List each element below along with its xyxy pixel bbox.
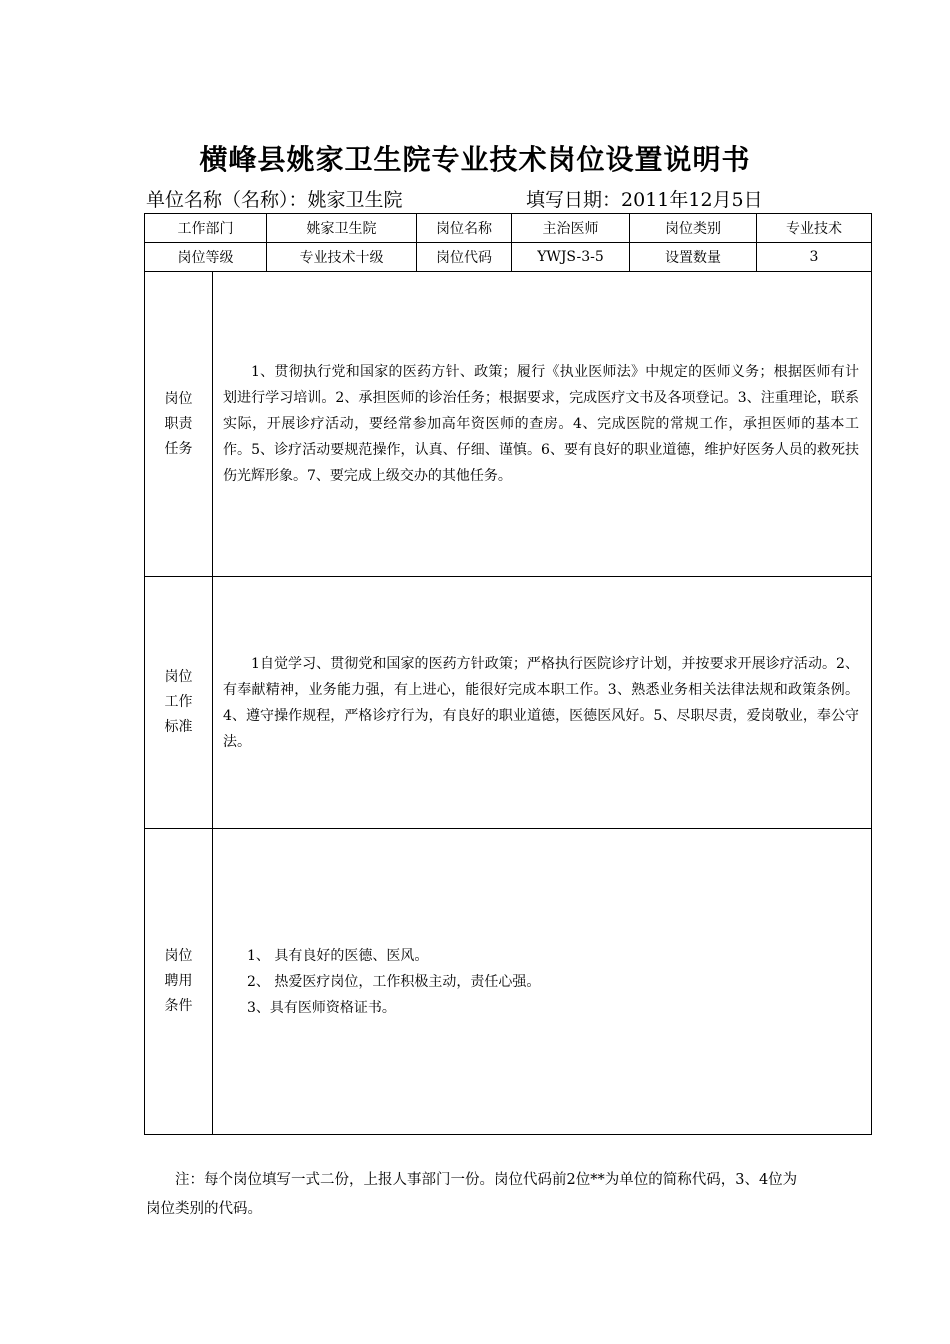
conditions-row bbox=[145, 829, 872, 1135]
conditions-label: 岗位 聘用 条件 bbox=[145, 829, 213, 1135]
footnote: 注：每个岗位填写一式二份，上报人事部门一份。岗位代码前2位**为单位的简称代码，3、4位为岗位类别的代码。 bbox=[146, 1172, 798, 1217]
standards-row bbox=[145, 577, 872, 829]
cell-position-name-label: 岗位名称 bbox=[417, 214, 512, 243]
duties-row bbox=[145, 272, 872, 577]
header-row-2 bbox=[145, 243, 872, 272]
conditions-list bbox=[213, 829, 872, 1135]
duties-label: 岗位 职责 任务 bbox=[145, 272, 213, 577]
fill-date bbox=[526, 186, 763, 214]
cell-grade-label: 岗位等级 bbox=[145, 243, 267, 272]
cell-quantity-value: 3 bbox=[757, 243, 872, 272]
duties-text: 1、贯彻执行党和国家的医药方针、政策；履行《执业医师法》中规定的医师义务；根据医师有计划进行学习培训。2、承担医师的诊治任务；根据要求，完成医疗文书及各项登记。3、注重理论，联系实际，开展诊疗活动，要经常参加高年资医师的查房。4、完成医院的常规工作，承担医师的基本工作。5、诊疗活动要规范操作，认真、仔细、谨慎。6、要有良好的职业道德，维护好医务人员的救死扶伤光辉形象。7、要完成上级交办的其他任务。 bbox=[213, 272, 872, 577]
header-row-1 bbox=[145, 214, 872, 243]
cell-dept-label: 工作部门 bbox=[145, 214, 267, 243]
cell-code-value: YWJS-3-5 bbox=[512, 243, 630, 272]
cell-code-label: 岗位代码 bbox=[417, 243, 512, 272]
unit-value: 姚家卫生院 bbox=[307, 189, 403, 211]
cell-dept-value: 姚家卫生院 bbox=[267, 214, 417, 243]
condition-item: 2、 热爱医疗岗位，工作积极主动，责任心强。 bbox=[247, 973, 541, 990]
standards-label: 岗位 工作 标准 bbox=[145, 577, 213, 829]
condition-item: 3、具有医师资格证书。 bbox=[247, 999, 396, 1016]
condition-item: 1、 具有良好的医德、医风。 bbox=[247, 947, 429, 964]
cell-quantity-label: 设置数量 bbox=[630, 243, 757, 272]
cell-category-label: 岗位类别 bbox=[630, 214, 757, 243]
cell-category-value: 专业技术 bbox=[757, 214, 872, 243]
meta-row bbox=[146, 186, 870, 214]
document-title: 横峰县姚家卫生院专业技术岗位设置说明书 bbox=[199, 143, 751, 176]
date-label: 填写日期： bbox=[526, 189, 622, 211]
unit-name bbox=[146, 186, 403, 214]
unit-label: 单位名称（名称）： bbox=[146, 189, 308, 211]
cell-position-name-value: 主治医师 bbox=[512, 214, 630, 243]
date-value: 2011年12月5日 bbox=[621, 189, 763, 211]
standards-text: 1自觉学习、贯彻党和国家的医药方针政策；严格执行医院诊疗计划，并按要求开展诊疗活动。2、有奉献精神，业务能力强，有上进心，能很好完成本职工作。3、熟悉业务相关法律法规和政策条例。4、遵守操作规程，严格诊疗行为，有良好的职业道德，医德医风好。5、尽职尽责，爱岗敬业，奉公守法。 bbox=[213, 577, 872, 829]
cell-grade-value: 专业技术十级 bbox=[267, 243, 417, 272]
position-table bbox=[144, 213, 872, 1135]
